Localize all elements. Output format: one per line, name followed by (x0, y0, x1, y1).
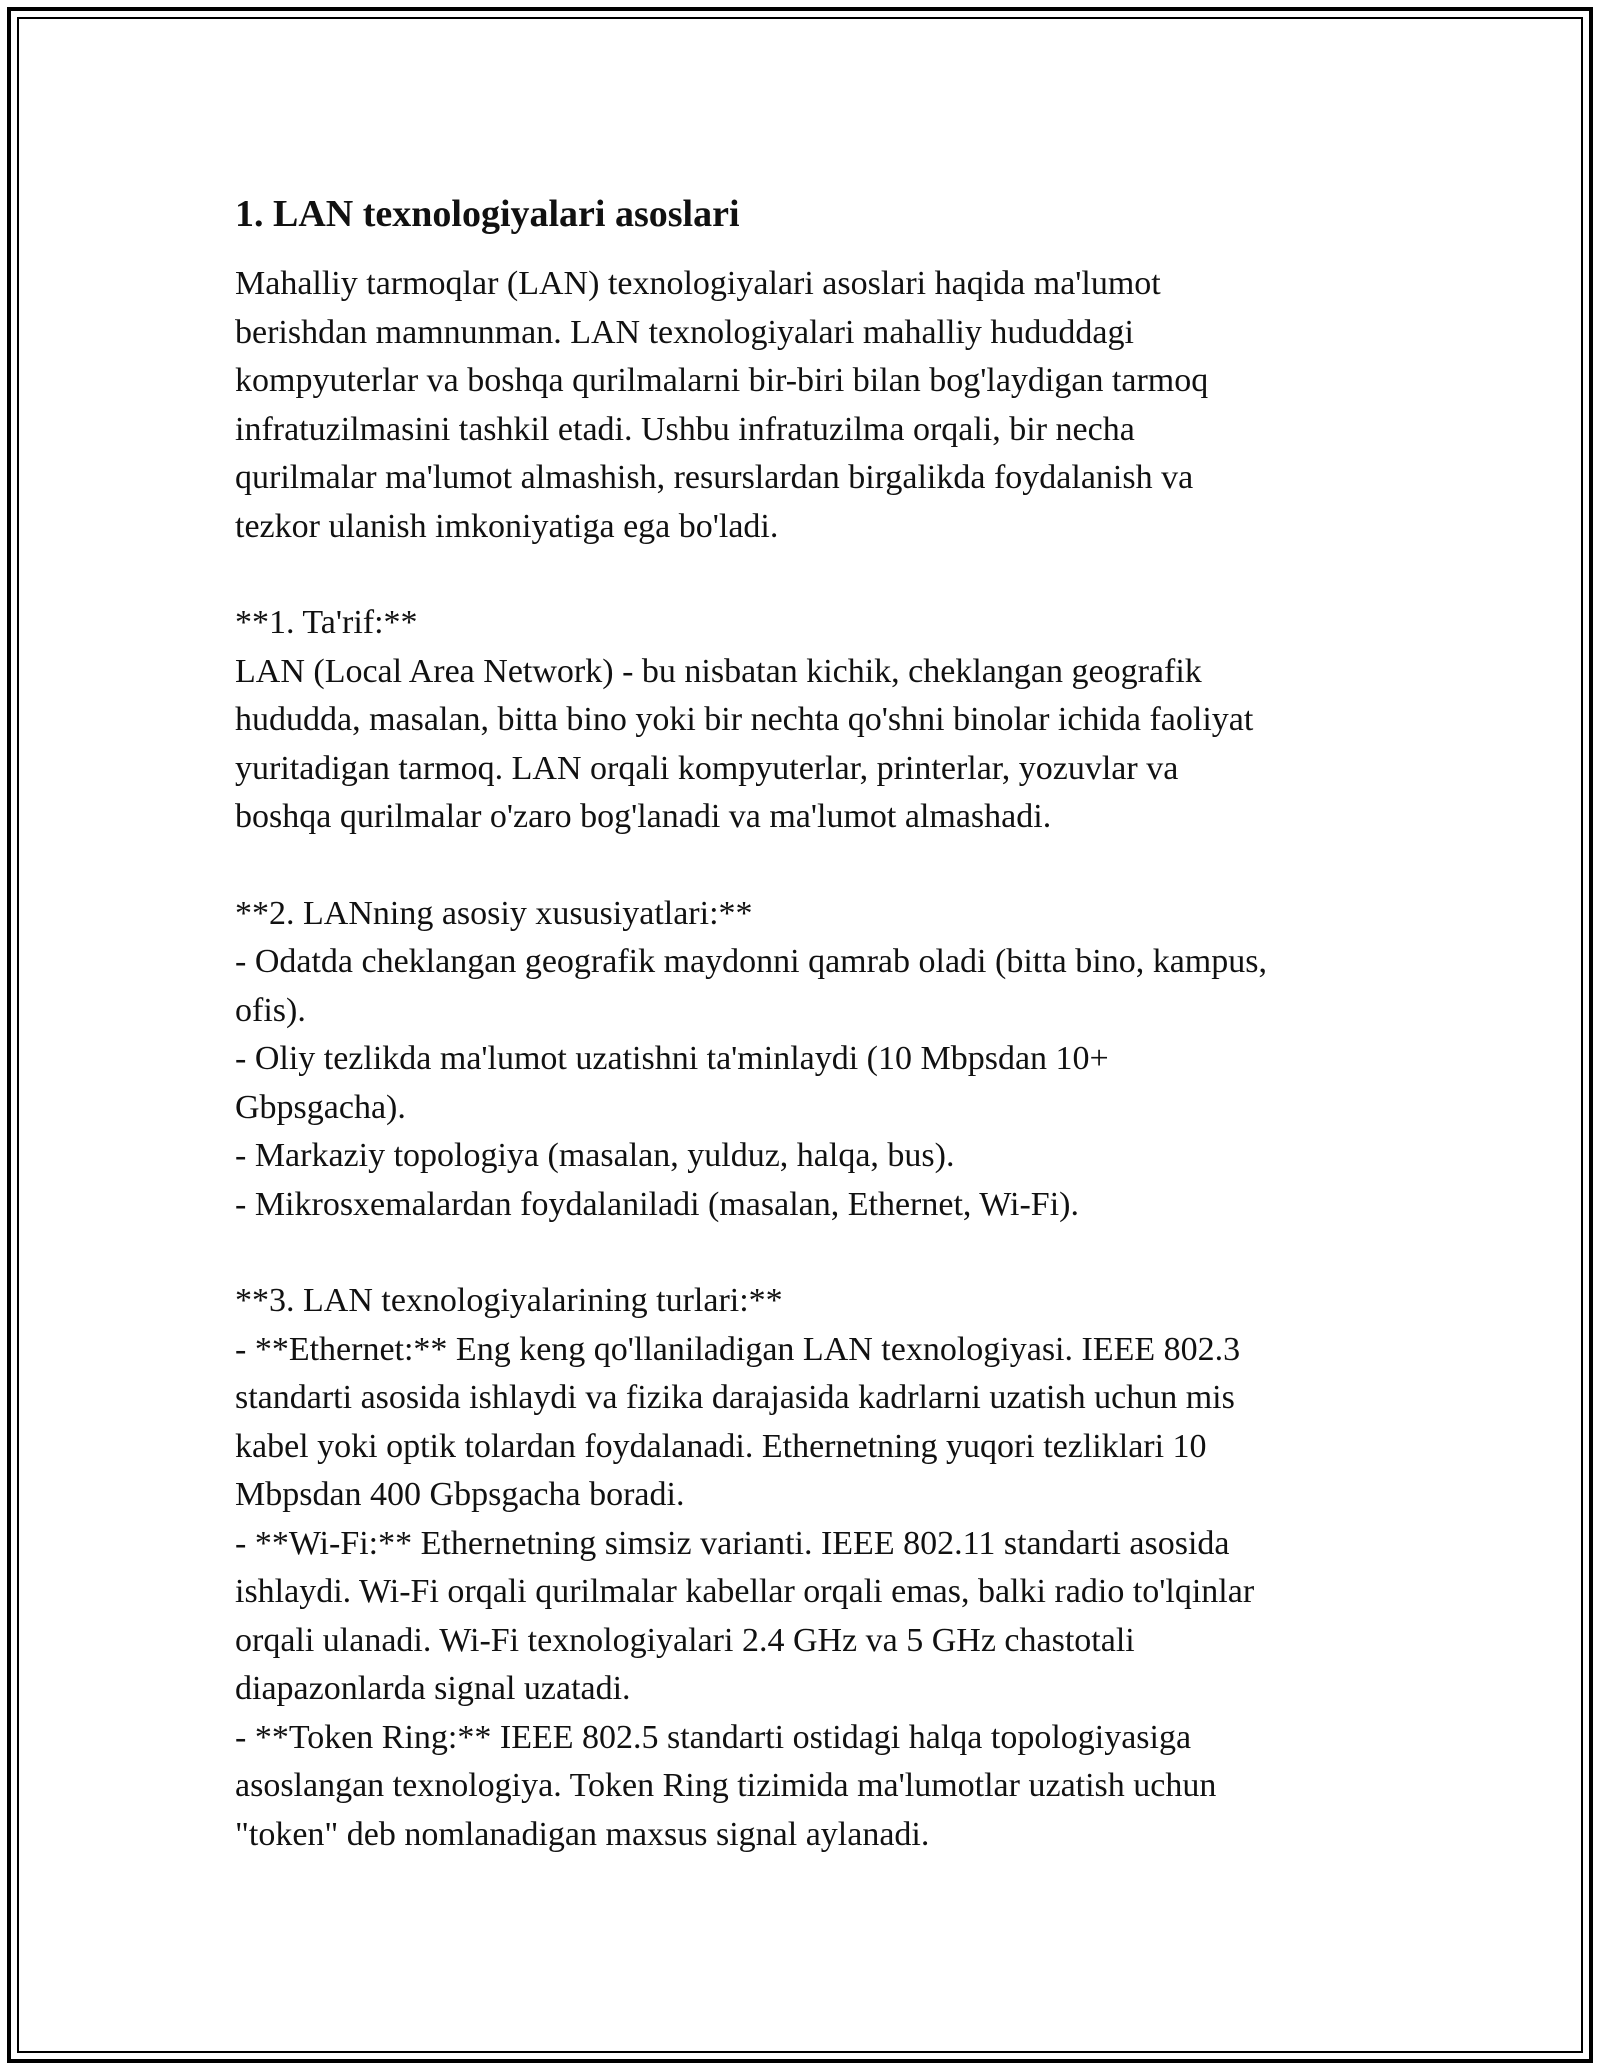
section-types: **3. LAN texnologiyalarining turlari:** - **Ethernet:** Eng keng qo'llaniladigan LAN texnologiyasi. IEEE 802.3 standarti asosida ishlaydi va fizika darajasida kadrlarni uzatish uchun mis kabel yoki optik tolardan foydalanadi. Ethernetning yuqori tezliklari 10 Mbpsdan 400 Gbpsgacha boradi. - **Wi-Fi:** Ethernetning simsiz varianti. IEEE 802.11 standarti asosida ishlaydi. Wi-Fi orqali qurilmalar kabellar orqali emas, balki radio to'lqinlar orqali ulanadi. Wi-Fi texnologiyalari 2.4 GHz va 5 GHz chastotali diapazonlarda signal uzatadi. - **Token Ring:** IEEE 802.5 standarti ostidagi halqa topologiyasiga asoslangan texnologiya. Token Ring tizimida ma'lumotlar uzatish uchun "token" deb nomlanadigan maxsus signal aylanadi. (235, 1282, 1255, 1853)
document-body (235, 188, 1375, 1859)
section-features: **2. LANning asosiy xususiyatlari:** - Odatda cheklangan geografik maydonni qamrab oladi (bitta bino, kampus, ofis). - Oliy tezlikda ma'lumot uzatishni ta'minlaydi (10 Mbpsdan 10+ Gbpsgacha). - Markaziy topologiya (masalan, yulduz, halqa, bus). - Mikrosxemalardan foydalaniladi (masalan, Ethernet, Wi-Fi). (235, 894, 1267, 1223)
paragraph-spacer (235, 842, 1375, 890)
document-title: 1. LAN texnologiyalari asoslari (235, 193, 740, 235)
paragraph-spacer (235, 551, 1375, 599)
paragraph-spacer (235, 1229, 1375, 1277)
section-definition: **1. Ta'rif:** LAN (Local Area Network) - bu nisbatan kichik, cheklangan geografik hududda, masalan, bitta bino yoki bir nechta qo'shni binolar ichida faoliyat yuritadigan tarmoq. LAN orqali kompyuterlar, printerlar, yozuvlar va boshqa qurilmalar o'zaro bog'lanadi va ma'lumot almashadi. (235, 604, 1254, 835)
intro-paragraph: Mahalliy tarmoqlar (LAN) texnologiyalari asoslari haqida ma'lumot berishdan mamnunman. LAN texnologiyalari mahalliy hududdagi kompyuterlar va boshqa qurilmalarni bir-biri bilan bog'laydigan tarmoq infratuzilmasini tashkil etadi. Ushbu infratuzilma orqali, bir necha qurilmalar ma'lumot almashish, resurslardan birgalikda foydalanish va tezkor ulanish imkoniyatiga ega bo'ladi. (235, 265, 1209, 545)
